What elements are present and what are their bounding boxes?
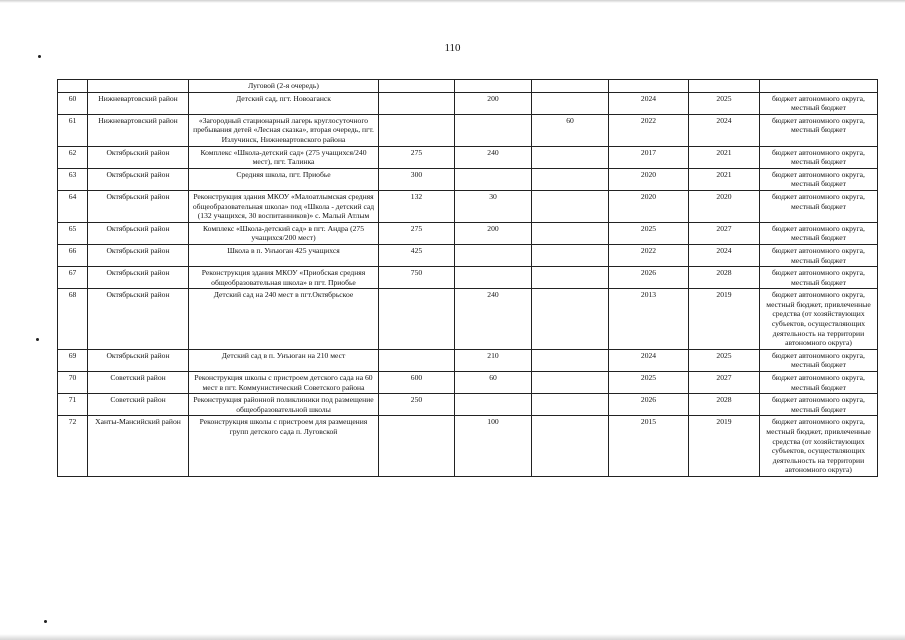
- capacity-other-cell: [532, 92, 609, 114]
- table-row: [58, 349, 878, 371]
- capacity-other-cell: [532, 168, 609, 190]
- table-row: [58, 80, 878, 93]
- row-number-cell: [58, 80, 88, 93]
- capacity-students-cell: 250: [379, 394, 455, 416]
- row-number-cell: 67: [58, 267, 88, 289]
- start-year-cell: 2026: [609, 394, 689, 416]
- table-row: [58, 416, 878, 477]
- row-number-cell: 69: [58, 349, 88, 371]
- capacity-places-cell: 240: [455, 289, 532, 350]
- capacity-other-cell: [532, 244, 609, 266]
- district-cell: Нижневартовский район: [88, 114, 189, 146]
- end-year-cell: 2025: [689, 92, 760, 114]
- end-year-cell: 2021: [689, 146, 760, 168]
- row-number-cell: 61: [58, 114, 88, 146]
- capacity-places-cell: 100: [455, 416, 532, 477]
- start-year-cell: 2017: [609, 146, 689, 168]
- start-year-cell: 2026: [609, 267, 689, 289]
- capacity-students-cell: 275: [379, 146, 455, 168]
- district-cell: Октябрьский район: [88, 222, 189, 244]
- end-year-cell: 2019: [689, 416, 760, 477]
- table-row: [58, 190, 878, 222]
- scan-edge-top: [0, 0, 905, 3]
- end-year-cell: 2024: [689, 244, 760, 266]
- scan-dot: [36, 338, 39, 341]
- capacity-other-cell: [532, 222, 609, 244]
- object-name-cell: Реконструкция школы с пристроем для размещения групп детского сада п. Луговской: [189, 416, 379, 477]
- start-year-cell: 2020: [609, 190, 689, 222]
- start-year-cell: 2020: [609, 168, 689, 190]
- district-cell: Октябрьский район: [88, 349, 189, 371]
- funding-source-cell: бюджет автономного округа, местный бюджет: [760, 349, 878, 371]
- scan-dot: [38, 55, 41, 58]
- district-cell: Ханты-Мансийский район: [88, 416, 189, 477]
- capacity-other-cell: [532, 416, 609, 477]
- district-cell: Нижневартовский район: [88, 92, 189, 114]
- district-cell: Октябрьский район: [88, 190, 189, 222]
- capacity-places-cell: 200: [455, 222, 532, 244]
- end-year-cell: 2024: [689, 114, 760, 146]
- row-number-cell: 68: [58, 289, 88, 350]
- start-year-cell: 2025: [609, 222, 689, 244]
- object-name-cell: Комплекс «Школа-детский сад» (275 учащихся/240 мест), пгт. Талинка: [189, 146, 379, 168]
- capacity-students-cell: [379, 80, 455, 93]
- end-year-cell: 2020: [689, 190, 760, 222]
- district-cell: Советский район: [88, 372, 189, 394]
- capacity-other-cell: [532, 372, 609, 394]
- capacity-students-cell: [379, 92, 455, 114]
- start-year-cell: 2025: [609, 372, 689, 394]
- capacity-other-cell: 60: [532, 114, 609, 146]
- end-year-cell: 2027: [689, 372, 760, 394]
- object-name-cell: Детский сад, пгт. Новоаганск: [189, 92, 379, 114]
- table-body: [58, 80, 878, 477]
- object-name-cell: Реконструкция здания МКОУ «Малоатлымская средняя общеобразовательная школа» под «Школа - детский сад (132 учащихся, 30 воспитанников)» с. Малый Атлым: [189, 190, 379, 222]
- funding-source-cell: бюджет автономного округа, местный бюджет: [760, 168, 878, 190]
- capacity-other-cell: [532, 349, 609, 371]
- start-year-cell: 2022: [609, 114, 689, 146]
- capacity-places-cell: [455, 80, 532, 93]
- object-name-cell: Реконструкция районной поликлиники под размещение общеобразовательной школы: [189, 394, 379, 416]
- district-cell: Октябрьский район: [88, 289, 189, 350]
- capacity-students-cell: 600: [379, 372, 455, 394]
- capacity-students-cell: 300: [379, 168, 455, 190]
- start-year-cell: 2022: [609, 244, 689, 266]
- capacity-students-cell: 275: [379, 222, 455, 244]
- capacity-students-cell: [379, 289, 455, 350]
- row-number-cell: 72: [58, 416, 88, 477]
- district-cell: Октябрьский район: [88, 146, 189, 168]
- table-row: [58, 168, 878, 190]
- row-number-cell: 70: [58, 372, 88, 394]
- capacity-places-cell: [455, 267, 532, 289]
- table-row: [58, 289, 878, 350]
- start-year-cell: 2024: [609, 92, 689, 114]
- start-year-cell: 2013: [609, 289, 689, 350]
- start-year-cell: 2024: [609, 349, 689, 371]
- object-name-cell: Детский сад в п. Унъюган на 210 мест: [189, 349, 379, 371]
- capacity-places-cell: 240: [455, 146, 532, 168]
- start-year-cell: 2015: [609, 416, 689, 477]
- table-row: [58, 244, 878, 266]
- capacity-places-cell: [455, 244, 532, 266]
- object-name-cell: Реконструкция здания МКОУ «Приобская средняя общеобразовательная школа» в пгт. Приобье: [189, 267, 379, 289]
- object-name-cell: Реконструкция школы с пристроем детского сада на 60 мест в пгт. Коммунистический Советского района: [189, 372, 379, 394]
- capacity-places-cell: 200: [455, 92, 532, 114]
- capacity-students-cell: 750: [379, 267, 455, 289]
- capacity-places-cell: [455, 394, 532, 416]
- table-row: [58, 372, 878, 394]
- capacity-other-cell: [532, 289, 609, 350]
- capacity-places-cell: 210: [455, 349, 532, 371]
- row-number-cell: 63: [58, 168, 88, 190]
- capacity-students-cell: [379, 349, 455, 371]
- capacity-places-cell: [455, 168, 532, 190]
- capacity-places-cell: 30: [455, 190, 532, 222]
- capacity-places-cell: 60: [455, 372, 532, 394]
- table-row: [58, 92, 878, 114]
- funding-source-cell: бюджет автономного округа, местный бюджет: [760, 114, 878, 146]
- scan-dot: [44, 620, 47, 623]
- funding-source-cell: [760, 80, 878, 93]
- district-cell: [88, 80, 189, 93]
- funding-source-cell: бюджет автономного округа, местный бюджет, привлеченные средства (от хозяйствующих субъектов, осуществляющих деятельность на территории автономного округа): [760, 416, 878, 477]
- object-name-cell: Комплекс «Школа-детский сад» в пгт. Андра (275 учащихся/200 мест): [189, 222, 379, 244]
- row-number-cell: 64: [58, 190, 88, 222]
- row-number-cell: 60: [58, 92, 88, 114]
- funding-source-cell: бюджет автономного округа, местный бюджет: [760, 394, 878, 416]
- district-cell: Советский район: [88, 394, 189, 416]
- object-name-cell: Детский сад на 240 мест в пгт.Октябрьское: [189, 289, 379, 350]
- funding-source-cell: бюджет автономного округа, местный бюджет: [760, 267, 878, 289]
- end-year-cell: 2021: [689, 168, 760, 190]
- row-number-cell: 71: [58, 394, 88, 416]
- end-year-cell: 2028: [689, 267, 760, 289]
- capacity-other-cell: [532, 146, 609, 168]
- funding-source-cell: бюджет автономного округа, местный бюджет: [760, 146, 878, 168]
- page-number: 110: [444, 42, 461, 54]
- table-row: [58, 114, 878, 146]
- end-year-cell: [689, 80, 760, 93]
- object-name-cell: Средняя школа, пгт. Приобье: [189, 168, 379, 190]
- capacity-other-cell: [532, 394, 609, 416]
- funding-source-cell: бюджет автономного округа, местный бюджет: [760, 92, 878, 114]
- row-number-cell: 62: [58, 146, 88, 168]
- district-cell: Октябрьский район: [88, 267, 189, 289]
- table-row: [58, 267, 878, 289]
- capacity-other-cell: [532, 267, 609, 289]
- table-row: [58, 222, 878, 244]
- capacity-other-cell: [532, 80, 609, 93]
- capacity-students-cell: 425: [379, 244, 455, 266]
- object-name-cell: Школа в п. Унъюган 425 учащихся: [189, 244, 379, 266]
- funding-source-cell: бюджет автономного округа, местный бюджет: [760, 222, 878, 244]
- capacity-students-cell: [379, 416, 455, 477]
- capacity-places-cell: [455, 114, 532, 146]
- row-number-cell: 66: [58, 244, 88, 266]
- funding-source-cell: бюджет автономного округа, местный бюджет: [760, 244, 878, 266]
- table-row: [58, 146, 878, 168]
- start-year-cell: [609, 80, 689, 93]
- construction-objects-table: [57, 79, 878, 477]
- object-name-cell: Луговой (2-я очередь): [189, 80, 379, 93]
- funding-source-cell: бюджет автономного округа, местный бюджет, привлеченные средства (от хозяйствующих субъектов, осуществляющих деятельность на территории автономного округа): [760, 289, 878, 350]
- object-name-cell: «Загородный стационарный лагерь круглосуточного пребывания детей «Лесная сказка», вторая очередь, пгт. Излучинск, Нижневартовского района: [189, 114, 379, 146]
- row-number-cell: 65: [58, 222, 88, 244]
- capacity-other-cell: [532, 190, 609, 222]
- table-row: [58, 394, 878, 416]
- district-cell: Октябрьский район: [88, 244, 189, 266]
- district-cell: Октябрьский район: [88, 168, 189, 190]
- end-year-cell: 2019: [689, 289, 760, 350]
- scan-edge-bottom: [0, 634, 905, 640]
- funding-source-cell: бюджет автономного округа, местный бюджет: [760, 372, 878, 394]
- end-year-cell: 2025: [689, 349, 760, 371]
- capacity-students-cell: [379, 114, 455, 146]
- capacity-students-cell: 132: [379, 190, 455, 222]
- funding-source-cell: бюджет автономного округа, местный бюджет: [760, 190, 878, 222]
- end-year-cell: 2027: [689, 222, 760, 244]
- end-year-cell: 2028: [689, 394, 760, 416]
